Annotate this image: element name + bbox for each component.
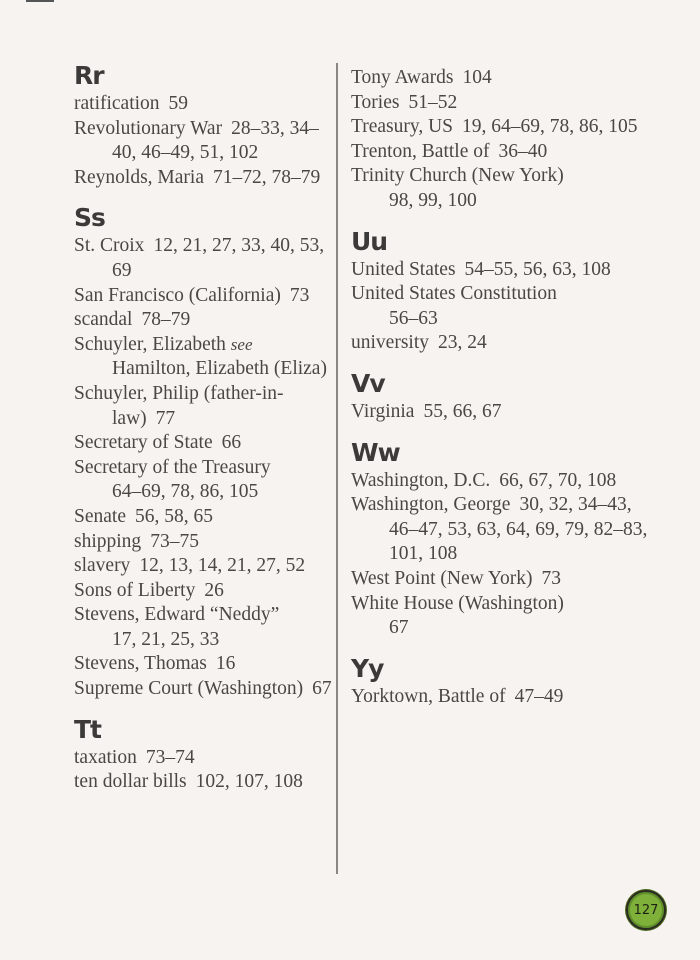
- index-entry: [351, 258, 651, 283]
- entry-pages: 55, 66, 67: [423, 400, 502, 422]
- entry-term: San Francisco (California): [74, 284, 281, 306]
- section-letter: Ss: [74, 203, 105, 233]
- index-entry: [351, 493, 651, 567]
- entry-term: Schuyler, Elizabeth: [74, 333, 226, 355]
- entry-list: [74, 234, 336, 701]
- section-letter: Vv: [351, 368, 385, 398]
- index-entry: [74, 677, 336, 702]
- index-entry: [351, 592, 651, 641]
- entry-term: Washington, George: [351, 494, 511, 516]
- entry-pages: 54–55, 56, 63, 108: [464, 258, 611, 280]
- entry-pages: 104: [462, 67, 492, 88]
- entry-pages: 67: [389, 617, 409, 639]
- index-entry: [74, 382, 336, 431]
- entry-term: Stevens, Edward “Neddy”: [74, 604, 280, 626]
- entry-term: Tony Awards: [351, 67, 454, 88]
- index-entry: [351, 567, 651, 592]
- index-entry: [74, 505, 336, 530]
- entry-pages: 16: [215, 653, 236, 675]
- entry-term: Trinity Church (New York): [351, 165, 564, 187]
- index-section-y: [351, 655, 651, 710]
- index-entry: [74, 166, 336, 191]
- index-entry: [74, 284, 336, 309]
- index-entry: [74, 333, 336, 382]
- entry-pages: 17, 21, 25, 33: [112, 628, 220, 650]
- entry-term: Yorktown, Battle of: [351, 685, 506, 707]
- index-entry: [74, 770, 336, 795]
- section-letter: Uu: [351, 226, 388, 256]
- entry-list: [351, 469, 651, 641]
- entry-pages: 59: [168, 93, 189, 114]
- index-entry: [74, 579, 336, 604]
- entry-term: Secretary of the Treasury: [74, 456, 271, 478]
- entry-term: White House (Washington): [351, 592, 564, 614]
- index-entry: [351, 469, 629, 494]
- entry-pages: 67: [312, 678, 332, 700]
- entry-term: Schuyler, Philip (father-in-law): [74, 382, 284, 429]
- entry-pages: 98, 99, 100: [389, 189, 477, 211]
- entry-pages: 19, 64–69, 78, 86, 105: [462, 116, 638, 138]
- entry-pages: 102, 107, 108: [195, 771, 303, 793]
- entry-term: slavery: [74, 555, 131, 577]
- entry-pages: 71–72, 78–79: [212, 166, 321, 188]
- index-entry: [351, 282, 651, 331]
- entry-term: ratification: [74, 93, 160, 114]
- section-letter: Tt: [74, 714, 102, 744]
- entry-pages: 66, 67, 70, 108: [499, 469, 617, 491]
- entry-term: United States Constitution: [351, 283, 557, 305]
- index-section-t: [74, 716, 336, 795]
- index-entry: [74, 652, 336, 677]
- index-section-w: [351, 439, 651, 641]
- entry-pages: 66: [221, 432, 242, 454]
- entry-term: Virginia: [351, 400, 415, 422]
- entry-list: [351, 66, 651, 214]
- entry-pages: 77: [155, 407, 176, 429]
- entry-term: West Point (New York): [351, 567, 533, 589]
- entry-list: [351, 685, 651, 710]
- entry-pages: 36–40: [498, 140, 548, 162]
- index-entry: [74, 603, 336, 652]
- index-entry: [351, 91, 651, 116]
- index-section-u: [351, 228, 651, 356]
- section-letter: Rr: [74, 61, 104, 90]
- entry-term: taxation: [74, 746, 137, 768]
- entry-pages: 51–52: [408, 91, 458, 113]
- entry-term: Reynolds, Maria: [74, 166, 204, 188]
- index-entry: [351, 115, 651, 140]
- entry-list: [351, 258, 651, 356]
- index-entry: [351, 140, 651, 165]
- entry-term: Senate: [74, 505, 126, 527]
- index-entry: [351, 164, 651, 213]
- page-number: 127: [633, 902, 659, 918]
- entry-term: Supreme Court (Washington): [74, 678, 304, 700]
- index-column-left: [74, 62, 336, 809]
- entry-term: St. Croix: [74, 235, 145, 257]
- entry-term: Tories: [351, 91, 400, 113]
- index-entry: [74, 92, 336, 117]
- entry-term: university: [351, 332, 429, 354]
- index-section-v: [351, 370, 651, 425]
- index-column-right: [351, 66, 651, 723]
- index-entry: [351, 331, 651, 356]
- entry-pages: 47–49: [514, 685, 564, 707]
- entry-pages: 23, 24: [438, 332, 487, 354]
- entry-pages: 73–74: [145, 746, 195, 768]
- entry-pages: 78–79: [141, 309, 191, 331]
- index-entry: [351, 685, 651, 710]
- index-entry: [351, 66, 651, 91]
- index-entry: [74, 431, 336, 456]
- entry-term: Secretary of State: [74, 432, 213, 454]
- entry-term: scandal: [74, 309, 133, 331]
- index-entry: [74, 234, 336, 283]
- entry-pages: 28–33, 34–40, 46–49, 51, 102: [112, 117, 319, 164]
- index-entry: [74, 554, 336, 579]
- entry-term: Trenton, Battle of: [351, 140, 490, 162]
- top-rule: [26, 0, 54, 2]
- column-divider: [336, 63, 338, 874]
- entry-pages: 73: [289, 284, 310, 306]
- entry-term: Revolutionary War: [74, 117, 223, 139]
- entry-term: Washington, D.C.: [351, 469, 491, 491]
- entry-list: [74, 746, 336, 795]
- entry-term: Stevens, Thomas: [74, 653, 207, 675]
- index-entry: [74, 530, 336, 555]
- index-entry: [351, 400, 651, 425]
- see-reference: see: [230, 334, 253, 354]
- index-entry: [74, 746, 336, 771]
- entry-pages: 12, 13, 14, 21, 27, 52: [139, 555, 306, 577]
- index-section-r: [74, 62, 336, 190]
- entry-term: United States: [351, 258, 456, 280]
- entry-cross-reference: Hamilton, Elizabeth (Eliza): [112, 358, 327, 380]
- entry-pages: 73–75: [150, 530, 199, 552]
- section-letter: Yy: [351, 653, 384, 683]
- entry-term: ten dollar bills: [74, 771, 187, 793]
- index-entry: [74, 308, 336, 333]
- entry-pages: 64–69, 78, 86, 105: [112, 481, 259, 503]
- index-entry: [74, 456, 336, 505]
- page-number-badge: [626, 890, 666, 930]
- entry-pages: 56–63: [389, 307, 438, 329]
- index-entry: [74, 117, 336, 166]
- entry-term: shipping: [74, 530, 142, 552]
- index-section-s: [74, 204, 336, 701]
- entry-term: Treasury, US: [351, 116, 454, 138]
- index-section-t-continued: [351, 66, 651, 214]
- entry-pages: 30, 32, 34–43, 46–47, 53, 63, 64, 69, 79, 82–83, 101, 108: [389, 494, 648, 565]
- entry-pages: 12, 21, 27, 33, 40, 53, 69: [112, 235, 325, 281]
- entry-list: [351, 400, 651, 425]
- entry-pages: 56, 58, 65: [134, 505, 213, 527]
- entry-term: Sons of Liberty: [74, 579, 196, 601]
- entry-list: [74, 92, 336, 190]
- entry-pages: 73: [541, 567, 562, 589]
- entry-pages: 26: [204, 579, 224, 601]
- section-letter: Ww: [351, 437, 400, 467]
